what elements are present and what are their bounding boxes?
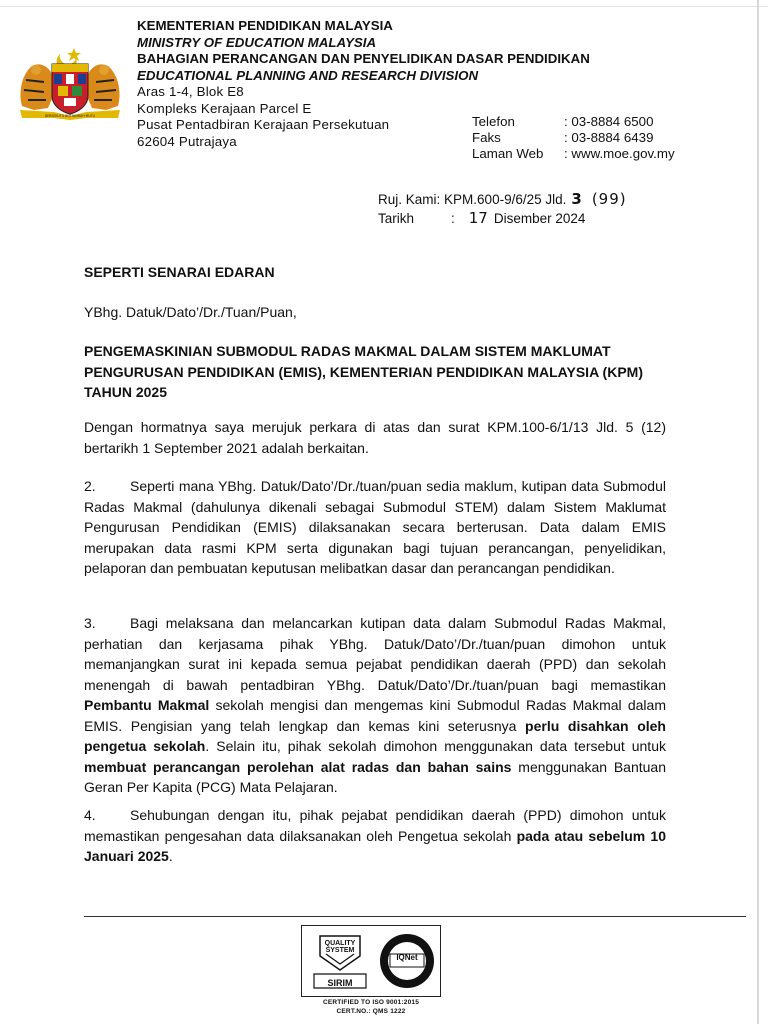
certificate-number: CERT.NO.: QMS 1222 bbox=[336, 1008, 406, 1015]
date-label: Tarikh bbox=[378, 211, 415, 226]
paragraph-3 bbox=[84, 613, 666, 798]
addressee: SEPERTI SENARAI EDARAN bbox=[84, 264, 275, 280]
quality-system-label bbox=[310, 940, 370, 954]
paragraph-text: Seperti mana YBhg. Datuk/Dato’/Dr./tuan/puan sedia maklum, kutipan data Submodul Radas Makmal (dahulunya dikenali sebagai Submodul STEM) dalam Sistem Maklumat Pengurusan Pendidikan (EMIS) dilaksanakan secara berterusan. Data dalam EMIS merupakan data rasmi KPM serta digunakan bagi tujuan perancangan, penyelidikan, pelaporan dan pembuatan keputusan melibatkan dasar dan perancangan pendidikan. bbox=[84, 478, 666, 576]
system-text: SYSTEM bbox=[325, 947, 355, 954]
contact-row-telefon bbox=[472, 114, 675, 130]
emphasis-text: membuat perancangan perolehan alat radas dan bahan sains bbox=[84, 758, 512, 775]
malaysia-coat-of-arms-logo bbox=[14, 44, 126, 120]
emphasis-text: Pembantu Makmal bbox=[84, 697, 210, 713]
contact-label: Telefon bbox=[472, 114, 515, 129]
date-row bbox=[378, 209, 627, 228]
page-right-edge bbox=[757, 0, 759, 1024]
date-month-year: Disember 2024 bbox=[493, 211, 586, 226]
ministry-name-english: MINISTRY OF EDUCATION MALAYSIA bbox=[137, 34, 377, 50]
contact-row-website bbox=[472, 146, 675, 162]
reference-handwritten-volume: 3 bbox=[571, 190, 582, 208]
date-separator: : bbox=[451, 211, 455, 226]
division-name-malay: BAHAGIAN PERANCANGAN DAN PENYELIDIKAN DASAR PENDIDIKAN bbox=[137, 51, 590, 66]
sirim-label: SIRIM bbox=[327, 978, 353, 988]
reference-handwritten-number: (99) bbox=[591, 190, 627, 208]
address-line-4: 62604 Putrajaya bbox=[137, 133, 237, 149]
certification-text bbox=[301, 998, 441, 1016]
paragraph-number: 4. bbox=[84, 807, 96, 823]
paragraph-text: . bbox=[168, 848, 173, 864]
reference-row bbox=[378, 190, 627, 209]
contact-label: Laman Web bbox=[472, 146, 544, 161]
page-top-edge bbox=[0, 6, 768, 7]
contact-value: : www.moe.gov.my bbox=[564, 146, 675, 161]
paragraph-text: Bagi melaksana dan melancarkan kutipan data dalam Submodul Radas Makmal, perhatian dan kerjasama pihak YBhg. Datuk/Dato’/Dr./tuan/puan dimohon untuk memanjangkan surat ini kepada semua pejabat pendidikan daerah (PPD) dan sekolah menengah di bawah pentadbiran YBhg. Datuk/Dato’/Dr./tuan/puan bagi memastikan bbox=[84, 615, 666, 693]
quality-text: QUALITY bbox=[324, 940, 356, 947]
iqnet-label: IQNet bbox=[396, 953, 418, 962]
reference-number: KPM.600-9/6/25 Jld. bbox=[444, 192, 567, 207]
date-handwritten-day: 17 bbox=[468, 209, 488, 227]
crest-motto-text: BERSEKUTU BERTAMBAH MUTU bbox=[44, 114, 96, 118]
paragraph-number: 3. bbox=[84, 615, 96, 631]
letter-subject: PENGEMASKINIAN SUBMODUL RADAS MAKMAL DALAM SISTEM MAKLUMAT PENGURUSAN PENDIDIKAN (EMIS), KEMENTERIAN PENDIDIKAN MALAYSIA (KPM) TAHUN 2025 bbox=[84, 343, 643, 400]
paragraph-number: 2. bbox=[84, 478, 96, 494]
paragraph-text: menggunakan Bantuan Geran Per Kapita (PCG) Mata Pelajaran. bbox=[84, 758, 667, 795]
address-line-2: Kompleks Kerajaan Parcel E bbox=[137, 100, 312, 116]
reference-block bbox=[378, 190, 627, 228]
paragraph-2 bbox=[84, 476, 666, 579]
paragraph-text: Sehubungan dengan itu, pihak pejabat pendidikan daerah (PPD) dimohon untuk memastikan pengesahan data dilaksanakan oleh Pengetua sekolah bbox=[84, 807, 666, 844]
paragraph-4 bbox=[84, 805, 666, 867]
salutation: YBhg. Datuk/Dato’/Dr./Tuan/Puan, bbox=[84, 304, 297, 320]
emphasis-text: pada atau sebelum 10 Januari 2025 bbox=[84, 827, 666, 864]
contact-block bbox=[472, 114, 675, 162]
contact-row-faks bbox=[472, 130, 675, 146]
contact-value: : 03-8884 6500 bbox=[564, 114, 654, 129]
paragraph-text: sekolah mengisi dan mengemas kini Submodul Radas Makmal dalam EMIS. Pengisian yang telah lengkap dan kemas kini seterusnya bbox=[84, 697, 666, 734]
ministry-name-malay: KEMENTERIAN PENDIDIKAN MALAYSIA bbox=[137, 18, 393, 33]
emphasis-text: perlu disahkan oleh pengetua sekolah bbox=[84, 717, 666, 754]
footer-divider bbox=[84, 916, 746, 917]
reference-label: Ruj. Kami: bbox=[378, 192, 441, 207]
paragraph-text: . Selain itu, pihak sekolah dimohon menggunakan data tersebut untuk bbox=[205, 738, 666, 754]
certification-logos bbox=[301, 925, 441, 997]
iso-certification: CERTIFIED TO ISO 9001:2015 bbox=[322, 999, 420, 1006]
division-name-english: EDUCATIONAL PLANNING AND RESEARCH DIVISION bbox=[137, 67, 479, 83]
address-line-3: Pusat Pentadbiran Kerajaan Persekutuan bbox=[137, 117, 390, 132]
address-line-1: Aras 1-4, Blok E8 bbox=[137, 84, 244, 99]
contact-label: Faks bbox=[472, 130, 501, 145]
sirim-quality-system-logo bbox=[310, 930, 370, 992]
paragraph-1: Dengan hormatnya saya merujuk perkara di atas dan surat KPM.100-6/1/13 Jld. 5 (12) bertarikh 1 September 2021 adalah berkaitan. bbox=[84, 419, 666, 456]
iqnet-logo bbox=[378, 930, 436, 992]
contact-value: : 03-8884 6439 bbox=[564, 130, 654, 145]
